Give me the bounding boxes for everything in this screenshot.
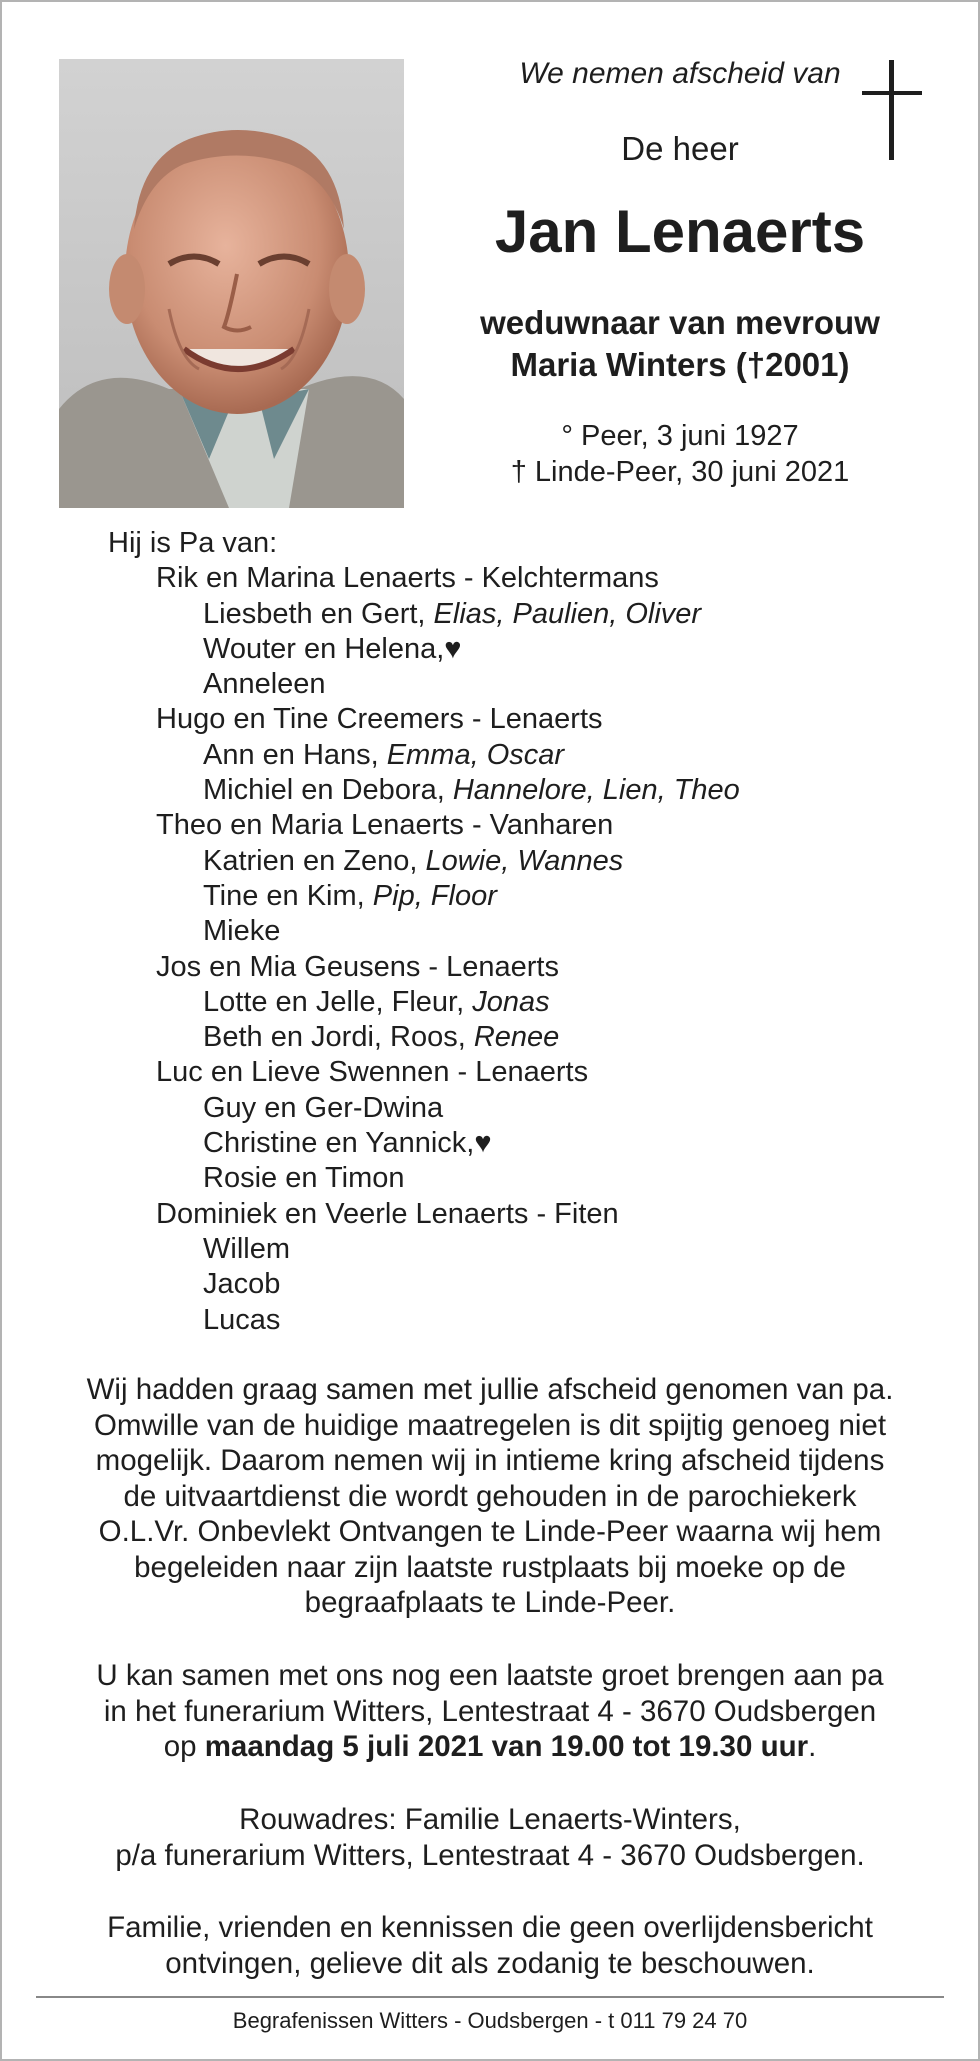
family-entry <box>108 702 740 737</box>
visit-line-1: U kan samen met ons nog een laatste groet brengen aan pa <box>96 1659 884 1692</box>
family-entry <box>108 1303 740 1338</box>
family-entry <box>108 914 740 949</box>
birth-date: ° Peer, 3 juni 1927 <box>561 420 799 452</box>
family-entry <box>108 597 740 632</box>
spouse-line-1: weduwnaar van mevrouw <box>480 304 880 341</box>
address-line-1: Rouwadres: Familie Lenaerts-Winters, <box>239 1803 741 1836</box>
visitation-paragraph <box>42 1658 938 1765</box>
family-list <box>108 526 740 1338</box>
family-entry <box>108 985 740 1020</box>
entry-main: Willem <box>203 1232 290 1265</box>
intro-text: We nemen afscheid van <box>519 57 841 90</box>
entry-main: Christine en Yannick,♥ <box>203 1127 492 1160</box>
life-dates <box>432 418 928 490</box>
honorific-title: De heer <box>621 130 739 167</box>
family-entry <box>108 844 740 879</box>
entry-main: Wouter en Helena,♥ <box>203 632 462 665</box>
entry-main: Theo en Maria Lenaerts - Vanharen <box>156 809 614 842</box>
entry-main: Tine en Kim, <box>203 879 373 912</box>
visit-prefix: op <box>163 1730 205 1763</box>
visit-datetime: maandag 5 juli 2021 van 19.00 tot 19.30 uur <box>204 1730 809 1763</box>
farewell-line: mogelijk. Daarom nemen wij in intieme kring afscheid tijdens <box>95 1444 885 1477</box>
entry-main: Luc en Lieve Swennen - Lenaerts <box>156 1056 589 1089</box>
footer-text: Begrafenissen Witters - Oudsbergen - t 011 79 24 70 <box>232 2008 748 2033</box>
entry-main: Liesbeth en Gert, <box>203 597 434 630</box>
entry-main: Lotte en Jelle, Fleur, <box>203 985 473 1018</box>
farewell-line: Omwille van de huidige maatregelen is dit spijtig genoeg niet <box>93 1408 887 1442</box>
family-entry <box>108 773 740 808</box>
address-paragraph <box>42 1802 938 1873</box>
visit-suffix: . <box>808 1730 817 1763</box>
entry-extra: Lowie, Wannes <box>425 844 624 877</box>
entry-main: Michiel en Debora, <box>203 774 453 807</box>
entry-main: Katrien en Zeno, <box>203 844 426 877</box>
entry-extra: Hannelore, Lien, Theo <box>452 774 740 807</box>
family-entry <box>108 808 740 843</box>
family-entry <box>108 1267 740 1302</box>
entry-main: Jos en Mia Geusens - Lenaerts <box>156 950 559 983</box>
entry-main: Beth en Jordi, Roos, <box>203 1021 474 1054</box>
entry-main: Dominiek en Veerle Lenaerts - Fiten <box>156 1197 619 1230</box>
farewell-paragraph <box>42 1372 938 1621</box>
visit-line-2: in het funerarium Witters, Lentestraat 4 - 3670 Oudsbergen <box>103 1694 877 1728</box>
entry-main: Guy en Ger-Dwina <box>203 1091 444 1124</box>
farewell-line: begeleiden naar zijn laatste rustplaats bij moeke op de <box>134 1550 846 1584</box>
spouse-info <box>432 302 928 386</box>
visit-line-3 <box>42 1729 938 1765</box>
entry-main: Mieke <box>203 915 281 948</box>
entry-main: Hugo en Tine Creemers - Lenaerts <box>156 703 603 736</box>
entry-main: Rosie en Timon <box>203 1162 405 1195</box>
portrait-illustration <box>59 59 404 508</box>
notice-line-2: ontvingen, gelieve dit als zodanig te beschouwen. <box>165 1946 815 1980</box>
family-entry <box>108 879 740 914</box>
family-entry <box>108 1126 740 1161</box>
footer-divider <box>36 1996 944 1998</box>
entry-extra: Renee <box>473 1021 560 1054</box>
family-entry <box>108 1020 740 1055</box>
farewell-line: Wij hadden graag samen met jullie afscheid genomen van pa. <box>86 1373 894 1406</box>
farewell-line: begraafplaats te Linde-Peer. <box>304 1586 676 1619</box>
family-entry <box>108 561 740 596</box>
entry-main: Anneleen <box>203 668 326 701</box>
family-lead: Hij is Pa van: <box>108 527 278 559</box>
address-line-2: p/a funerarium Witters, Lentestraat 4 - 3670 Oudsbergen. <box>115 1838 865 1872</box>
farewell-line: de uitvaartdienst die wordt gehouden in de parochiekerk <box>123 1479 857 1513</box>
family-entry <box>108 667 740 702</box>
family-entry <box>108 1197 740 1232</box>
family-entry <box>108 1055 740 1090</box>
entry-extra: Pip, Floor <box>372 879 497 912</box>
family-entry <box>108 1161 740 1196</box>
family-entry <box>108 950 740 985</box>
deceased-name: Jan Lenaerts <box>494 198 866 265</box>
family-entry <box>108 738 740 773</box>
entry-main: Ann en Hans, <box>203 738 387 771</box>
farewell-line: O.L.Vr. Onbevlekt Ontvangen te Linde-Peer waarna wij hem <box>98 1515 882 1548</box>
notice-paragraph <box>42 1910 938 1981</box>
family-entry <box>108 1232 740 1267</box>
entry-extra: Emma, Oscar <box>386 738 565 771</box>
family-entry <box>108 632 740 667</box>
notice-line-1: Familie, vrienden en kennissen die geen overlijdensbericht <box>107 1911 873 1944</box>
entry-main: Jacob <box>203 1268 281 1301</box>
entry-main: Lucas <box>203 1303 281 1336</box>
family-entry <box>108 1091 740 1126</box>
entry-extra: Jonas <box>472 985 550 1018</box>
portrait-photo <box>59 59 404 508</box>
spouse-line-2: Maria Winters (†2001) <box>510 346 850 383</box>
death-date: † Linde-Peer, 30 juni 2021 <box>510 456 850 488</box>
entry-main: Rik en Marina Lenaerts - Kelchtermans <box>156 562 659 595</box>
entry-extra: Elias, Paulien, Oliver <box>433 597 702 630</box>
